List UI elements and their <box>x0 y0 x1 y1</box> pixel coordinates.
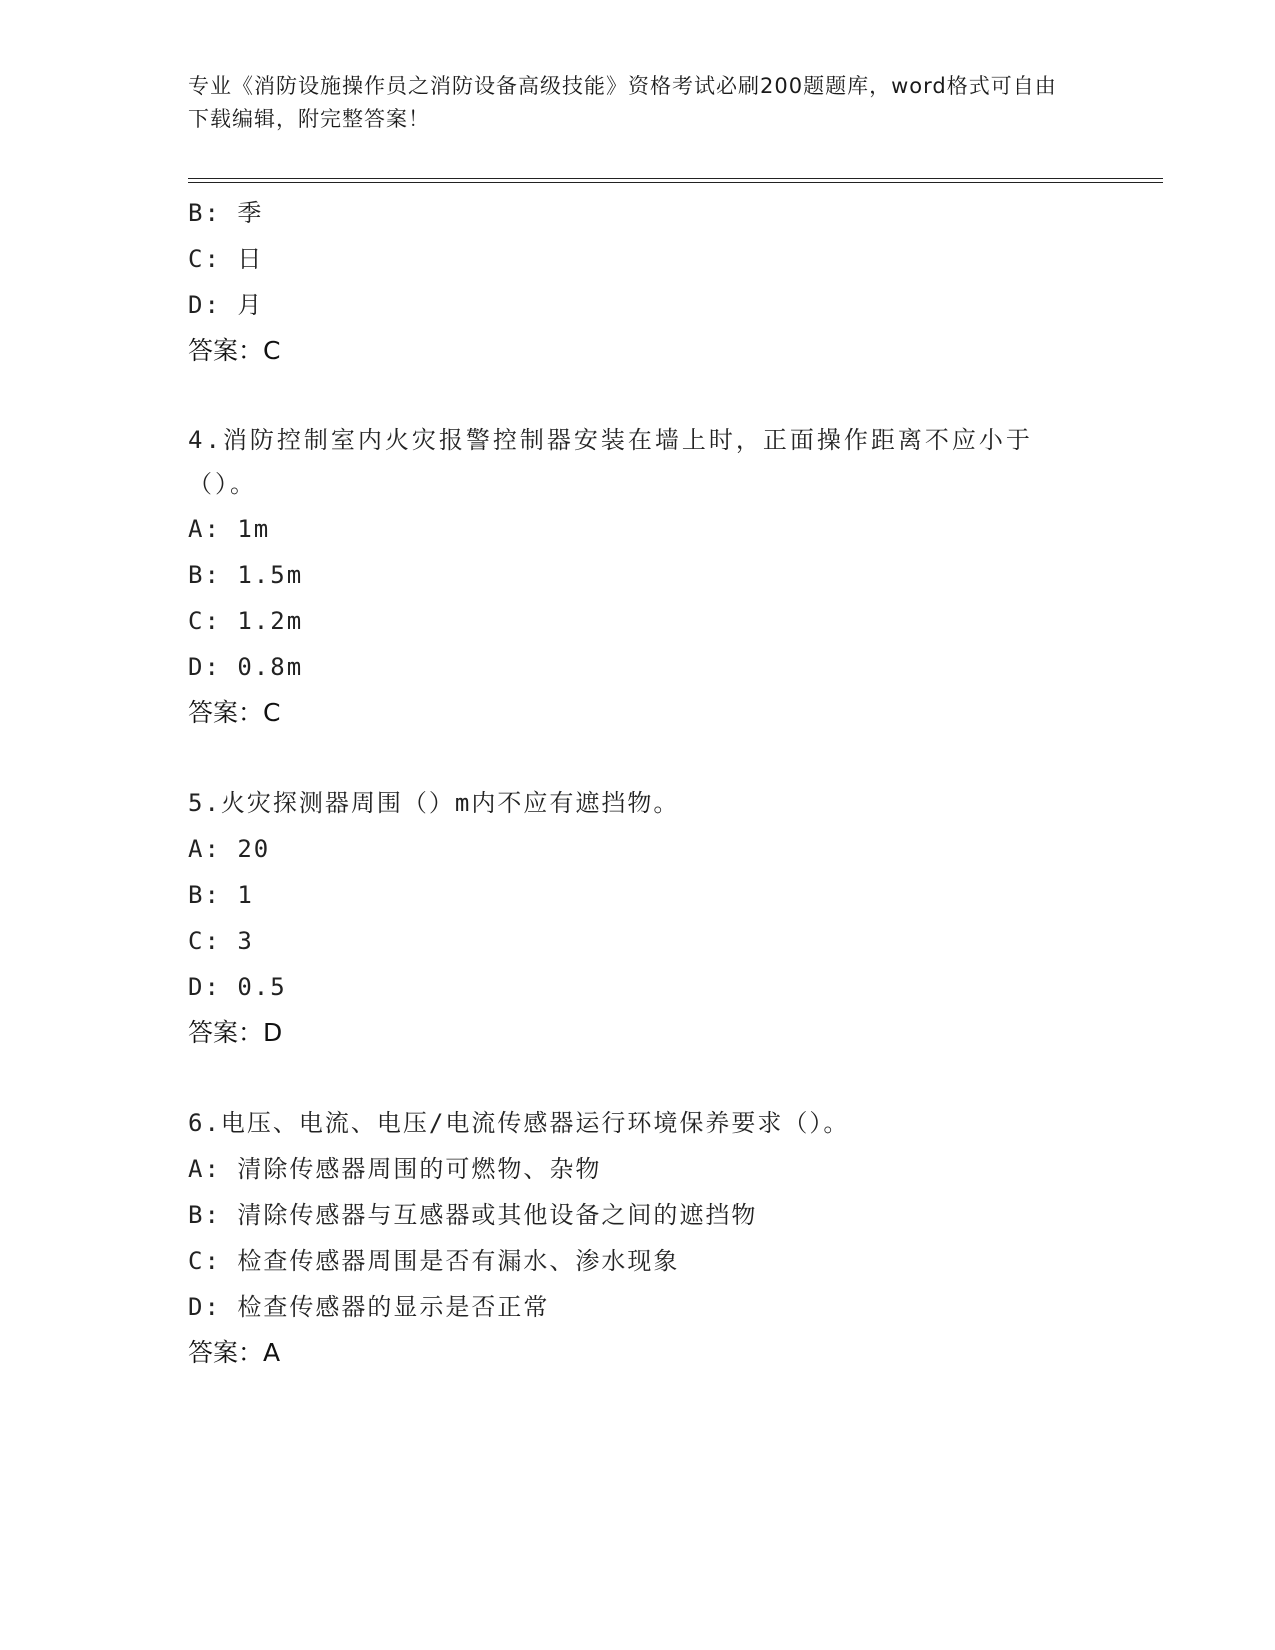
document-header: 专业《消防设施操作员之消防设备高级技能》资格考试必刷200题题库，word格式可自由下载编辑，附完整答案！ <box>188 74 1057 131</box>
question-4 <box>188 418 1088 736</box>
answer-label: 答案：A <box>188 1338 281 1367</box>
option-d: D: 月 <box>188 291 264 319</box>
question-text: 6.电压、电流、电压/电流传感器运行环境保养要求（）。 <box>188 1109 850 1137</box>
answer-label: 答案：C <box>188 698 281 727</box>
option-b: B: 1.5m <box>188 561 304 589</box>
option-a: A: 1m <box>188 515 271 543</box>
option-b: B: 清除传感器与互感器或其他设备之间的遮挡物 <box>188 1201 758 1229</box>
spacer <box>188 374 1088 418</box>
option-d: D: 检查传感器的显示是否正常 <box>188 1293 550 1321</box>
option-c: C: 日 <box>188 245 264 273</box>
question-list <box>188 190 1088 1376</box>
option-c: C: 1.2m <box>188 607 304 635</box>
answer-label: 答案：D <box>188 1018 283 1047</box>
option-b: B: 1 <box>188 881 254 909</box>
spacer <box>188 1056 1088 1100</box>
option-b: B: 季 <box>188 199 264 227</box>
question-text: 4.消防控制室内火灾报警控制器安装在墙上时，正面操作距离不应小于（）。 <box>188 426 1033 498</box>
option-d: D: 0.5 <box>188 973 287 1001</box>
question-5 <box>188 780 1088 1056</box>
question-text: 5.火灾探测器周围（）m内不应有遮挡物。 <box>188 789 680 817</box>
answer-label: 答案：C <box>188 336 281 365</box>
option-a: A: 清除传感器周围的可燃物、杂物 <box>188 1155 602 1183</box>
option-c: C: 3 <box>188 927 254 955</box>
option-a: A: 20 <box>188 835 271 863</box>
question-3-tail <box>188 190 1088 374</box>
option-c: C: 检查传感器周围是否有漏水、渗水现象 <box>188 1247 680 1275</box>
question-6 <box>188 1100 1088 1376</box>
header-divider <box>188 178 1163 183</box>
spacer <box>188 736 1088 780</box>
option-d: D: 0.8m <box>188 653 304 681</box>
